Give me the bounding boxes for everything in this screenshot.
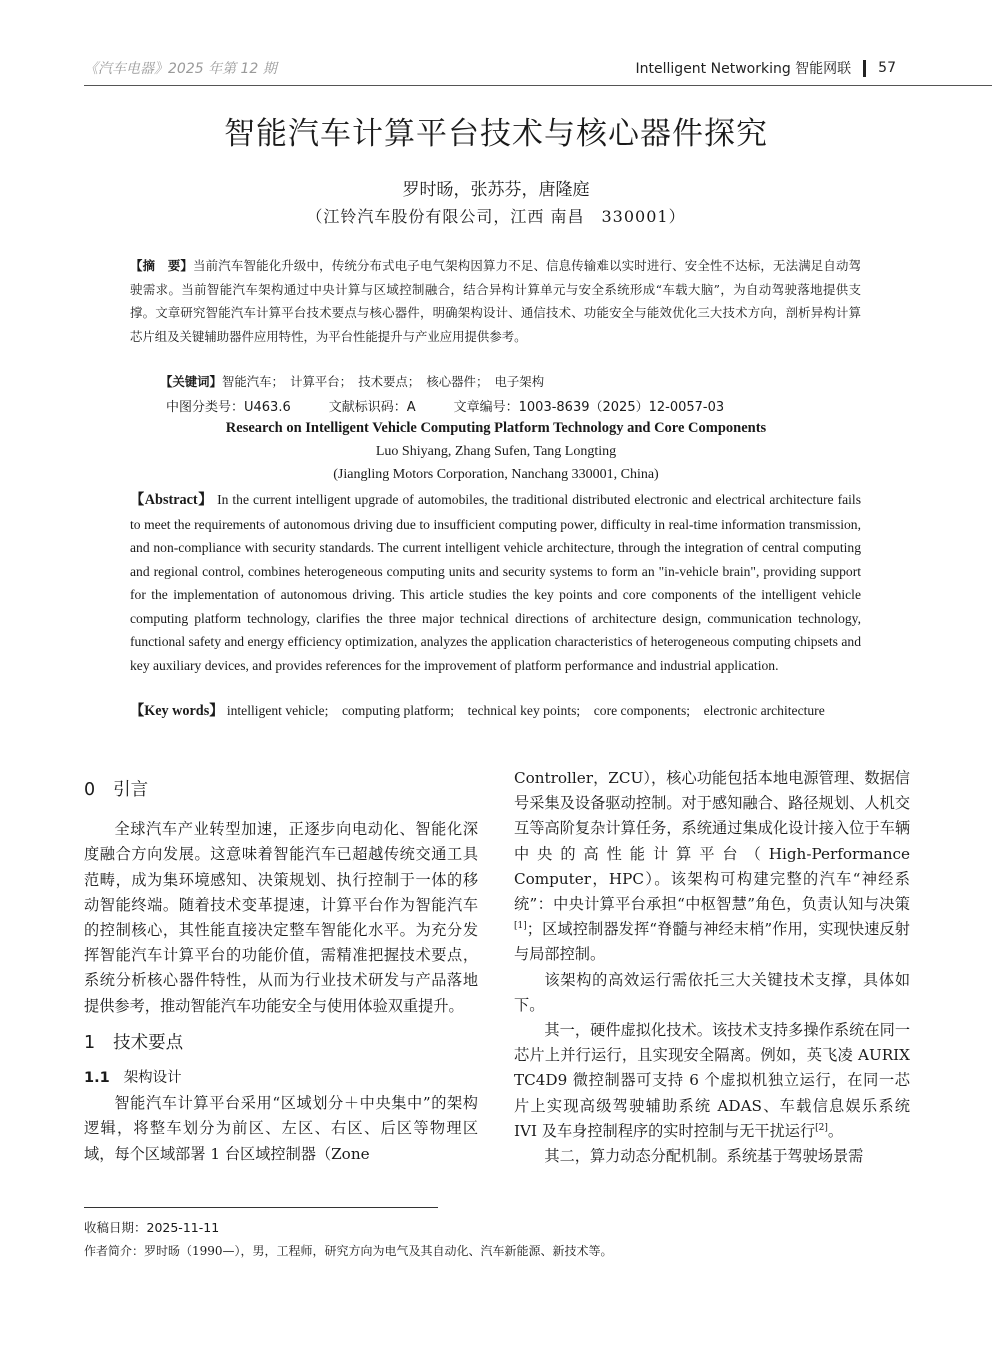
paragraph-text: 其一，硬件虚拟化技术。该技术支持多操作系统在同一芯片上并行运行，且实现安全隔离。例如，英飞凌 AURIX TC4D9 微控制器可支持 6 个虚拟机独立运行，在同一芯片上实现高级驾驶辅助系统 ADAS、车载信息娱乐系统 IVI 及车身控制程序的实时控制与无干扰运行 bbox=[514, 1021, 910, 1140]
section-number: 1 bbox=[84, 1032, 96, 1053]
article-number: 文章编号：1003-8639（2025）12-0057-03 bbox=[453, 400, 725, 415]
paper-title: 智能汽车计算平台技术与核心器件探究 bbox=[224, 116, 768, 152]
citation: [1] bbox=[514, 921, 527, 932]
authors-en: Luo Shiyang, Zhang Sufen, Tang Longting bbox=[375, 444, 617, 459]
keywords-en-text: intelligent vehicle; computing platform; technical key points; core components; electronic architecture bbox=[226, 703, 825, 718]
section-name: Intelligent Networking 智能网联 bbox=[635, 61, 852, 77]
keywords-zh bbox=[160, 372, 860, 390]
section-number: 0 bbox=[84, 780, 96, 800]
abstract-zh bbox=[130, 254, 861, 348]
clc-number: 中图分类号：U463.6 bbox=[166, 400, 291, 415]
subsection-number: 1.1 bbox=[84, 1070, 110, 1087]
keywords-en bbox=[130, 699, 861, 723]
section-title: 引言 bbox=[113, 780, 149, 800]
paragraph-text: Controller，ZCU），核心功能包括本地电源管理、数据信号采集及设备驱动控制。对于感知融合、路径规划、人机交互等高阶复杂计算任务，系统通过集成化设计接入位于车辆中央的高性能计算平台（High-Performance Computer，HPC）。该架构可构建完整的汽车“神经系统”：中央计算平台承担“中枢智慧”角色，负责认知与决策 bbox=[514, 769, 910, 914]
section-heading-introduction bbox=[84, 778, 478, 803]
authors: 罗时旸，张苏芬，唐隆庭 bbox=[402, 180, 590, 200]
keywords-zh-text: 智能汽车； 计算平台； 技术要点； 核心器件； 电子架构 bbox=[221, 374, 545, 389]
section-heading-technical-points bbox=[84, 1031, 478, 1056]
paragraph: 全球汽车产业转型加速，正逐步向电动化、智能化深度融合方向发展。这意味着智能汽车已超越传统交通工具范畴，成为集环境感知、决策规划、执行控制于一体的移动智能终端。随着技术变革提速，计算平台作为智能汽车的控制核心，其性能直接决定整车智能化水平。为充分发挥智能汽车计算平台的功能价值，需精准把握技术要点，系统分析核心器件特性，从而为行业技术研发与产品落地提供参考，推动智能汽车功能安全与使用体验双重提升。 bbox=[84, 820, 478, 1015]
paragraph: 智能汽车计算平台采用“区域划分＋中央集中”的架构逻辑，将整车划分为前区、左区、右区、后区等物理区域，每个区域部署 1 台区域控制器（Zone bbox=[84, 1094, 478, 1163]
subsection-title: 架构设计 bbox=[123, 1070, 182, 1087]
paragraph bbox=[514, 766, 910, 968]
body-column-right bbox=[514, 766, 910, 1169]
abstract-zh-text: 当前汽车智能化升级中，传统分布式电子电气架构因算力不足、信息传输难以实时进行、安全性不达标，无法满足自动驾驶需求。当前智能汽车架构通过中央计算与区域控制融合，结合异构计算单元与安全系统形成“车载大脑”，为自动驾驶落地提供支撑。文章研究智能汽车计算平台技术要点与核心器件，明确架构设计、通信技术、功能安全与能效优化三大技术方向，剖析异构计算芯片组及关键辅助器件应用特性，为平台性能提升与产业应用提供参考。 bbox=[130, 258, 862, 344]
header-divider bbox=[863, 60, 866, 77]
paragraph: 该架构的高效运行需依托三大关键技术支撑，具体如下。 bbox=[514, 970, 910, 1014]
paragraph: 其二，算力动态分配机制。系统基于驾驶场景需 bbox=[544, 1147, 864, 1166]
abstract-en-text: In the current intelligent upgrade of automobiles, the traditional distributed electronic and electrical architecture fails to meet the requirements of autonomous driving due to insufficient computing power, difficulty in real-time information transmission, and non-compliance with security standards. The current intelligent vehicle architecture, through the integration of central computing and regional control, combines heterogeneous computing units and security systems to form an "in-vehicle brain", providing support for the implementation of autonomous driving. This article studies the key points and core components of the intelligent vehicle computing platform technology, clarifies the three major technical directions of architecture design, communication technology, functional safety and energy efficiency optimization, analyzes the application characteristics of heterogeneous computing chipsets and key auxiliary devices, and provides references for the improvement of platform performance and industrial application. bbox=[130, 492, 861, 673]
citation: [2] bbox=[815, 1122, 828, 1133]
received-date: 收稿日期：2025-11-11 bbox=[84, 1220, 220, 1235]
affiliation-en: (Jiangling Motors Corporation, Nanchang 330001, China) bbox=[333, 467, 659, 482]
document-code: 文献标识码：A bbox=[328, 400, 416, 415]
page-number: 57 bbox=[878, 60, 896, 76]
keywords-zh-label: 【关键词】 bbox=[160, 374, 222, 389]
paper-title-en: Research on Intelligent Vehicle Computing Platform Technology and Core Components bbox=[225, 420, 767, 436]
journal-issue: 《汽车电器》2025 年第 12 期 bbox=[84, 61, 277, 77]
paragraph bbox=[514, 1018, 910, 1144]
classification-line bbox=[166, 396, 724, 415]
section-title: 技术要点 bbox=[113, 1032, 184, 1053]
affiliation: （江铃汽车股份有限公司，江西 南昌 330001） bbox=[306, 207, 686, 226]
abstract-en bbox=[130, 488, 861, 677]
header-rule bbox=[84, 85, 992, 86]
paragraph-text: 。 bbox=[827, 1121, 844, 1140]
footnote-rule bbox=[84, 1207, 438, 1208]
subsection-heading-architecture bbox=[84, 1066, 478, 1091]
keywords-en-label: 【Key words】 bbox=[130, 703, 224, 719]
paragraph-text: ；区域控制器发挥“脊髓与神经末梢”作用，实现快速反射与局部控制。 bbox=[514, 920, 910, 964]
body-column-left bbox=[84, 778, 478, 1167]
running-header bbox=[636, 58, 896, 78]
author-bio: 作者简介：罗时旸（1990—），男，工程师，研究方向为电气及其自动化、汽车新能源、新技术等。 bbox=[84, 1244, 613, 1258]
abstract-en-label: 【Abstract】 bbox=[130, 492, 214, 508]
abstract-zh-label: 【摘 要】 bbox=[130, 258, 194, 273]
